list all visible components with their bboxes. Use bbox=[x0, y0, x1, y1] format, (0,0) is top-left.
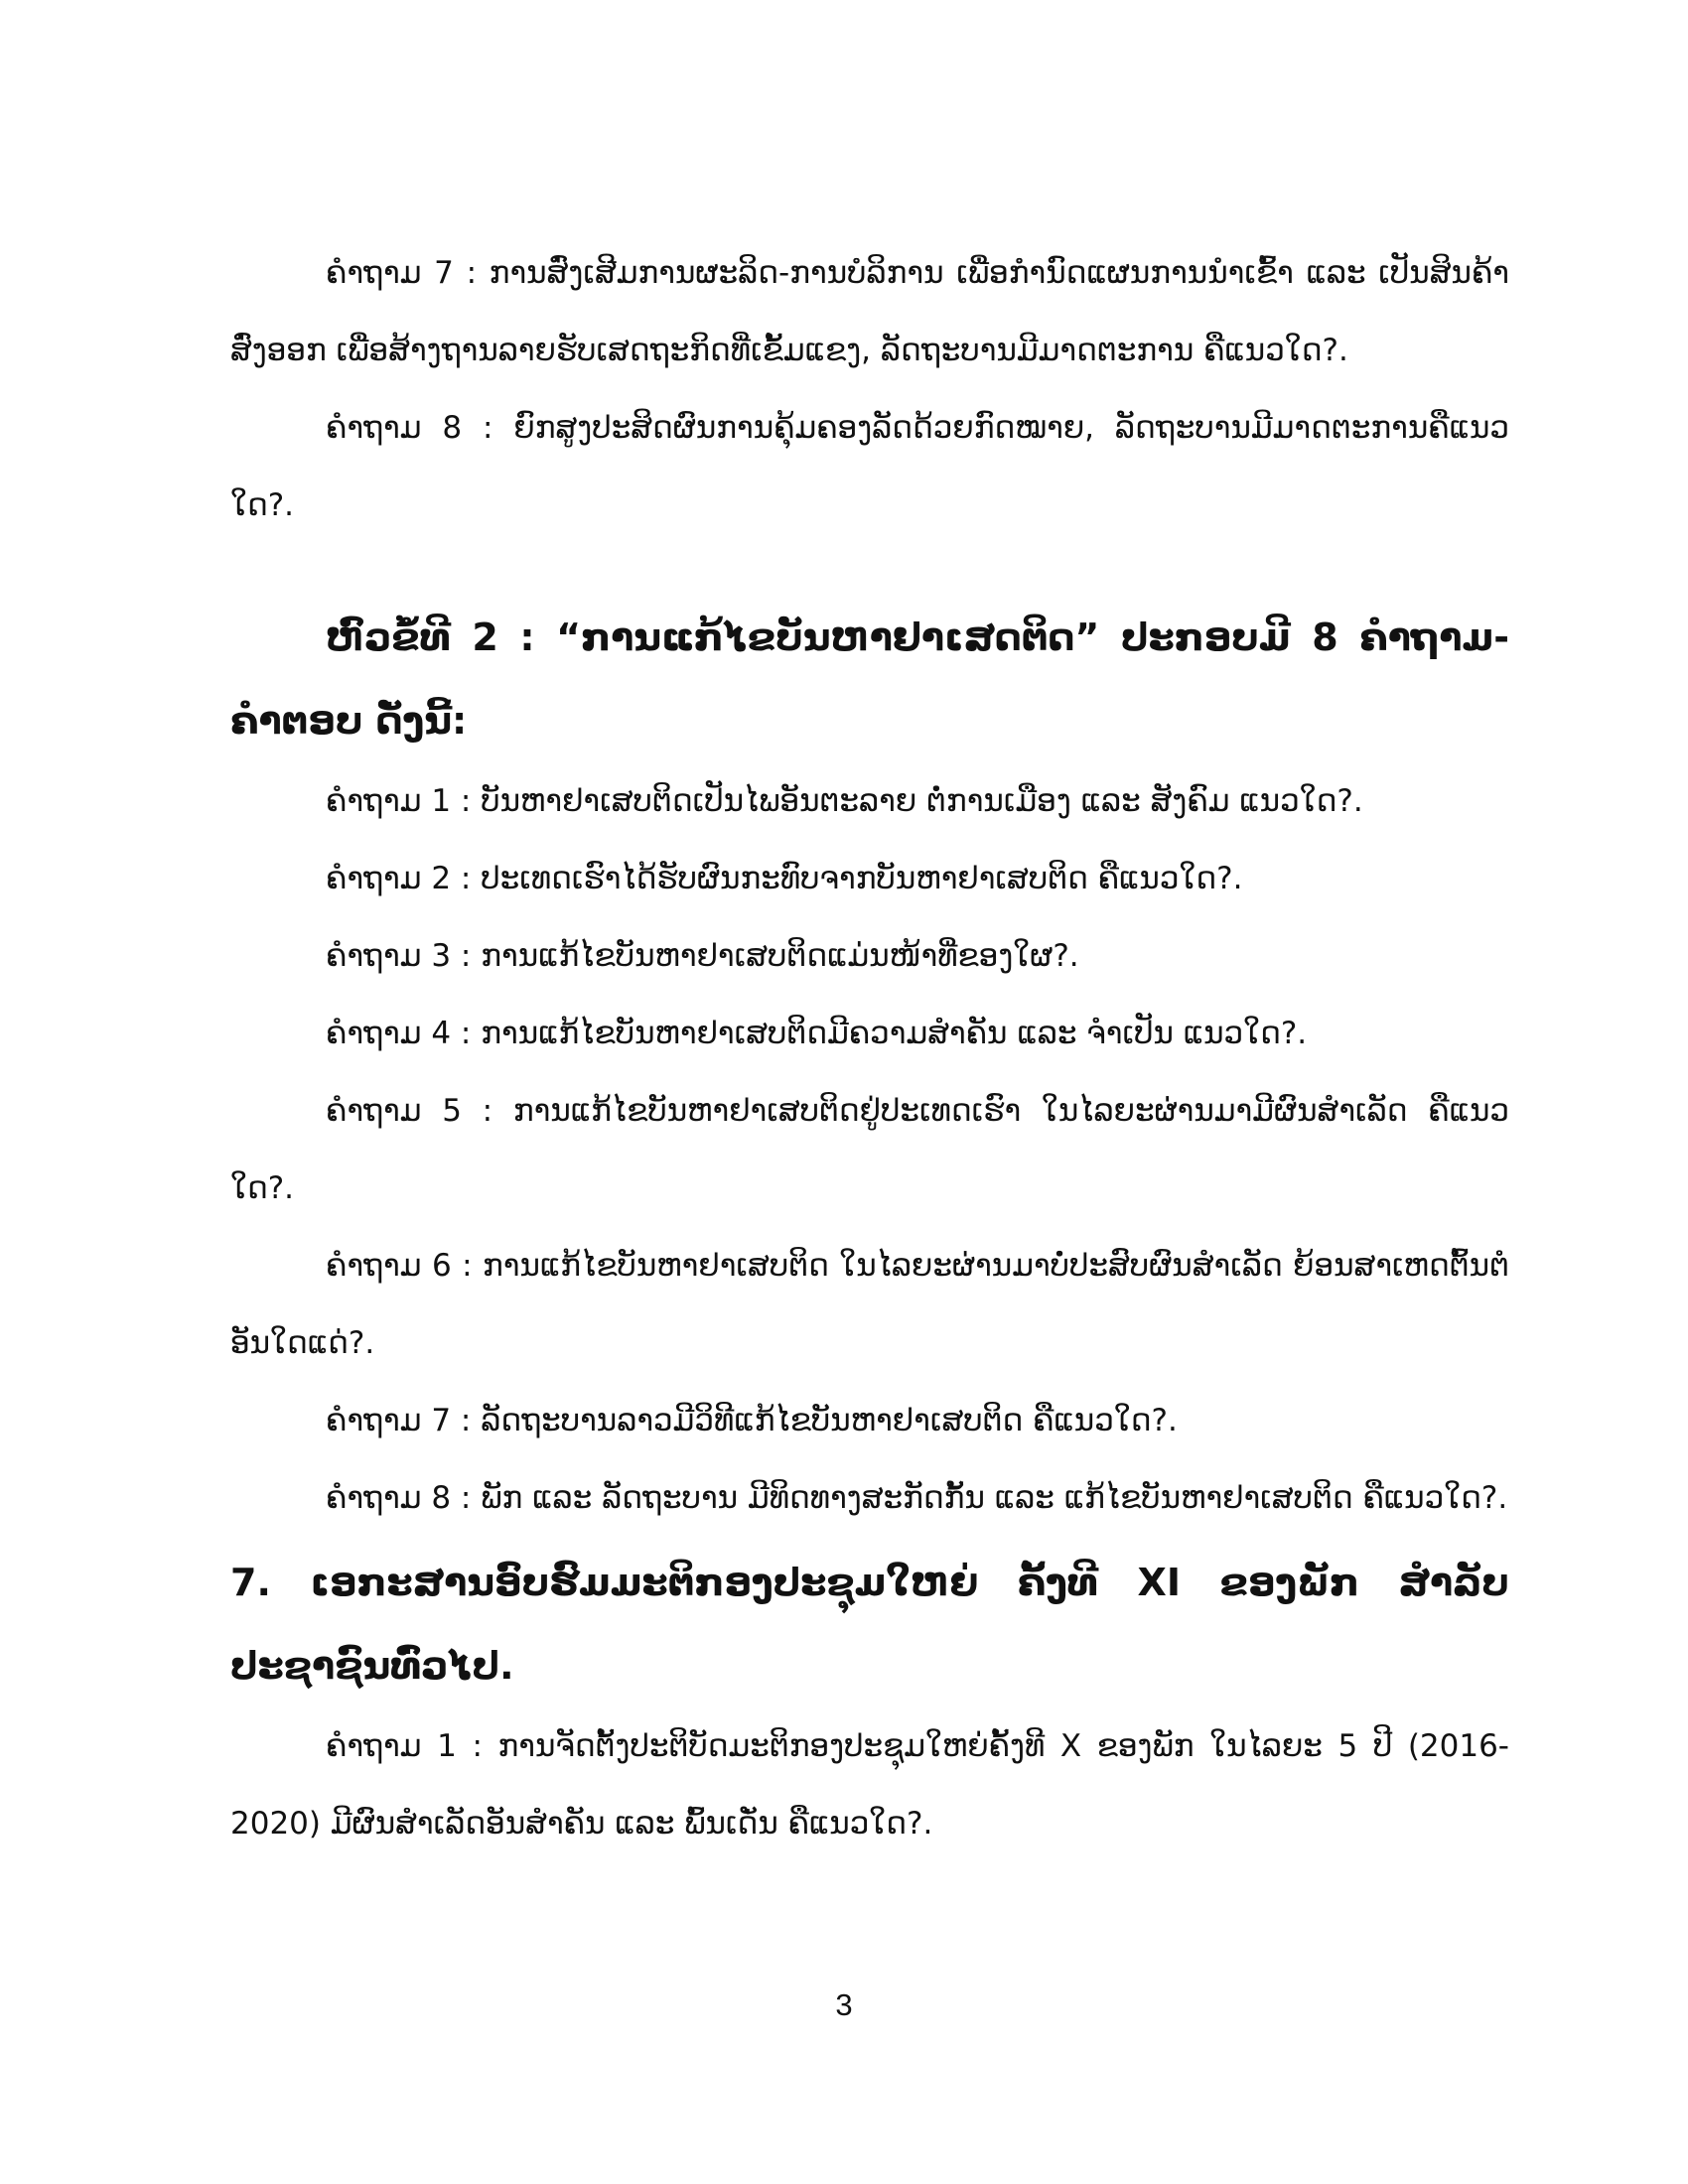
page-number: 3 bbox=[835, 1987, 853, 2022]
spacer bbox=[230, 544, 1509, 596]
question-paragraph: ຄຳຖາມ 7 : ລັດຖະບານລາວມີວິທີແກ້ໄຂບັນຫາຢາເສບຕິດ ຄືແນວໃດ?. bbox=[326, 1403, 1178, 1438]
question-paragraph: ຄຳຖາມ 3 : ການແກ້ໄຂບັນຫາຢາເສບຕິດແມ່ນໜ້າທີ່ຂອງໃຜ?. bbox=[326, 938, 1079, 974]
question-paragraph: ຄຳຖາມ 6 : ການແກ້ໄຂບັນຫາຢາເສບຕິດ ໃນໄລຍະຜ່ານມາບໍ່ປະສົບຜົນສຳເລັດ ຍ້ອນສາເຫດຕົ້ນຕໍອັນໃດແດ່?. bbox=[230, 1248, 1509, 1361]
question-paragraph: ຄຳຖາມ 8 : ພັກ ແລະ ລັດຖະບານ ມີທິດທາງສະກັດກັ້ນ ແລະ ແກ້ໄຂບັນຫາຢາເສບຕິດ ຄືແນວໃດ?. bbox=[326, 1480, 1508, 1516]
question-paragraph: ຄຳຖາມ 1 : ບັນຫາຢາເສບຕິດເປັນໄພອັນຕະລາຍ ຕໍ່ການເມືອງ ແລະ ສັງຄົມ ແນວໃດ?. bbox=[326, 783, 1363, 819]
question-paragraph: ຄຳຖາມ 5 : ການແກ້ໄຂບັນຫາຢາເສບຕິດຢູ່ປະເທດເຮົາ ໃນໄລຍະຜ່ານມາມີຜົນສຳເລັດ ຄືແນວໃດ?. bbox=[230, 1093, 1509, 1206]
question-paragraph: ຄຳຖາມ 7 : ການສົ່ງເສີມການຜະລິດ-ການບໍລິການ ເພື່ອກຳນົດແຜນການນຳເຂົ້າ ແລະ ເປັນສິນຄ້າສົ່ງອອກ ເພື່ອສ້າງຖານລາຍຮັບເສດຖະກິດທີ່ເຂັ້ມແຂງ, ລັດຖະບານມີມາດຕະການ ຄືແນວໃດ?. bbox=[230, 255, 1509, 368]
document-body bbox=[230, 234, 1509, 1862]
question-paragraph: ຄຳຖາມ 8 : ຍົກສູງປະສິດຜົນການຄຸ້ມຄອງລັດດ້ວຍກົດໝາຍ, ລັດຖະບານມີມາດຕະການຄືແນວໃດ?. bbox=[230, 410, 1509, 523]
section-7-heading: 7. ເອກະສານອົບຮົມມະຕິກອງປະຊຸມໃຫຍ່ ຄັ້ງທີ XI ຂອງພັກ ສຳລັບປະຊາຊົນທົ່ວໄປ. bbox=[230, 1561, 1509, 1688]
topic-2-heading: ຫົວຂໍ້ທີ 2 : “ການແກ້ໄຂບັນຫາຢາເສດຕິດ” ປະກອບມີ 8 ຄຳຖາມ-ຄຳຕອບ ດັ່ງນີ້: bbox=[230, 615, 1509, 743]
question-paragraph: ຄຳຖາມ 4 : ການແກ້ໄຂບັນຫາຢາເສບຕິດມີຄວາມສຳຄັນ ແລະ ຈຳເປັນ ແນວໃດ?. bbox=[326, 1016, 1308, 1051]
question-paragraph: ຄຳຖາມ 1 : ການຈັດຕັ້ງປະຕິບັດມະຕິກອງປະຊຸມໃຫຍ່ຄັ້ງທີ X ຂອງພັກ ໃນໄລຍະ 5 ປີ (2016-2020) ມີຜົນສຳເລັດອັນສຳຄັນ ແລະ ພົ້ນເດັ່ນ ຄືແນວໃດ?. bbox=[230, 1728, 1509, 1842]
question-paragraph: ຄຳຖາມ 2 : ປະເທດເຮົາໄດ້ຮັບຜົນກະທົບຈາກບັນຫາຢາເສບຕິດ ຄືແນວໃດ?. bbox=[326, 861, 1243, 896]
